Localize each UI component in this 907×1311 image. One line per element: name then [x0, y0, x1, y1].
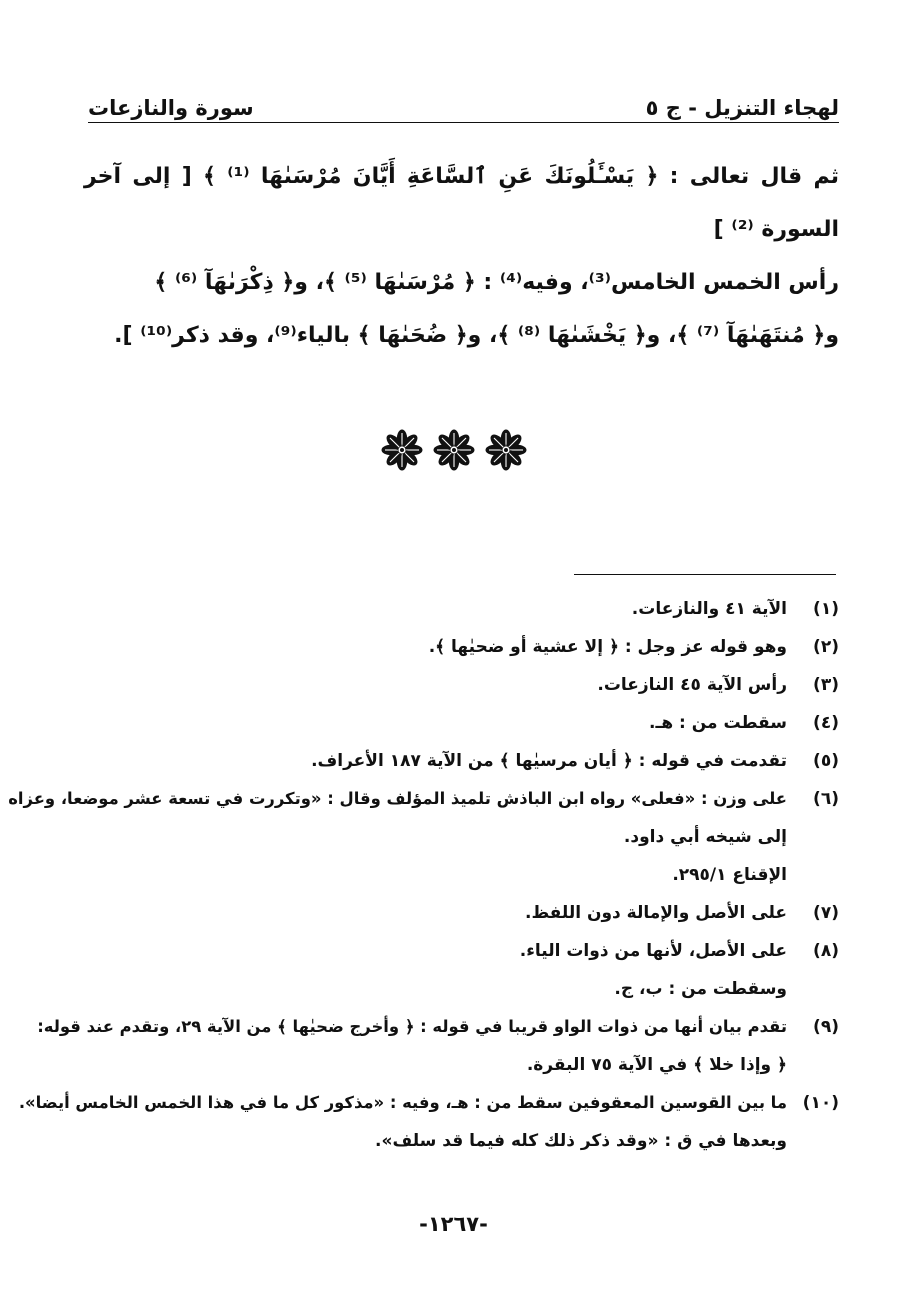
footnote-text: الآية ٤١ والنازعات. [631, 599, 787, 619]
main-line: رأس الخمس الخامس⁽³⁾، وفيه⁽⁴⁾ : ﴿ مُرْسَىٰهَا ⁽⁵⁾ ﴾، و﴿ ذِكْرَىٰهَآ ⁽⁶⁾ ﴾ [154, 270, 839, 295]
footnote-number: (٥) [813, 751, 839, 771]
footnote-text: ما بين القوسين المعقوفين سقط من : هـ، وفيه : «مذكور كل ما في هذا الخمس الخامس أيضا». [18, 1093, 787, 1112]
footnote [80, 742, 839, 780]
footnote-number: (٢) [813, 637, 839, 657]
footnote [80, 628, 839, 666]
flower-ornament-icon [432, 428, 476, 472]
footnote [8, 780, 839, 894]
footnote-text: الإقناع ٢٩٥/١. [672, 865, 787, 885]
footnote-text: على الأصل، لأنها من ذوات الياء. [519, 941, 787, 961]
footnote-text: تقدم بيان أنها من ذوات الواو قريبا في قوله : ﴿ وأخرج ضحيٰها ﴾ من الآية ٢٩، وتقدم عند قوله: [37, 1017, 787, 1036]
footnote-text: على وزن : «فعلى» رواه ابن الباذش تلميذ المؤلف وقال : «وتكررت في تسعة عشر موضعا، وعزاه [8, 789, 787, 808]
footnote-number: (٨) [813, 941, 839, 961]
footnote-text: وهو قوله عز وجل : ﴿ إلا عشية أو ضحيٰها ﴾. [428, 637, 787, 657]
footnote-number: (١٠) [802, 1093, 839, 1113]
main-line: ثم قال تعالى : ﴿ يَسْـَٔلُونَكَ عَنِ ٱلسَّاعَةِ أَيَّانَ مُرْسَىٰهَا ⁽¹⁾ ﴾ [ إلى آخر السورة ⁽²⁾ ] [84, 164, 840, 242]
footnote-number: (٧) [813, 903, 839, 923]
footnote-text: ﴿ وإذا خلا ﴾ في الآية ٧٥ البقرة. [526, 1055, 787, 1075]
footnote-text: على الأصل والإمالة دون اللفظ. [524, 903, 787, 923]
footnote [37, 1008, 839, 1084]
flower-ornament-icon [380, 428, 424, 472]
footnote-text: وبعدها في ق : «وقد ذكر ذلك كله فيما قد سلف». [375, 1131, 787, 1151]
footnote-number: (١) [813, 599, 839, 619]
running-header [88, 76, 839, 120]
footnote [80, 704, 839, 742]
main-line: و﴿ مُنتَهَىٰهَآ ⁽⁷⁾ ﴾، و﴿ يَخْشَىٰهَا ⁽⁸⁾ ﴾، و﴿ ضُحَىٰهَا ﴾ بالياء⁽⁹⁾، وقد ذكر⁽¹⁰⁾ ]. [114, 323, 839, 348]
footnote [80, 590, 839, 628]
surah-title: سورة والنازعات [88, 96, 254, 120]
flower-ornament-icon [484, 428, 528, 472]
footnote [80, 666, 839, 704]
page-number: -١٢٦٧- [419, 1212, 488, 1236]
footnote-number: (٤) [813, 713, 839, 733]
footnotes [8, 590, 839, 1160]
footnote [18, 1084, 839, 1160]
footnote [80, 894, 839, 932]
footnote-text: تقدمت في قوله : ﴿ أيان مرسيٰها ﴾ من الآية ١٨٧ الأعراف. [311, 751, 787, 771]
header-rule [88, 122, 839, 123]
footnote-number: (٩) [813, 1017, 839, 1037]
footnote [80, 932, 839, 1008]
footnote-text: وسقطت من : ب، ج. [614, 979, 787, 999]
footnote-number: (٦) [813, 789, 839, 809]
footnote-text: رأس الآية ٤٥ النازعات. [597, 675, 787, 695]
footnote-text: إلى شيخه أبي داود. [623, 827, 787, 847]
footnote-text: سقطت من : هـ. [649, 713, 787, 733]
book-title: لهجاء التنزيل - ج ٥ [645, 96, 839, 120]
footnote-number: (٣) [813, 675, 839, 695]
section-divider-ornaments [0, 428, 907, 476]
footnote-separator [574, 574, 836, 575]
main-text [84, 150, 839, 362]
